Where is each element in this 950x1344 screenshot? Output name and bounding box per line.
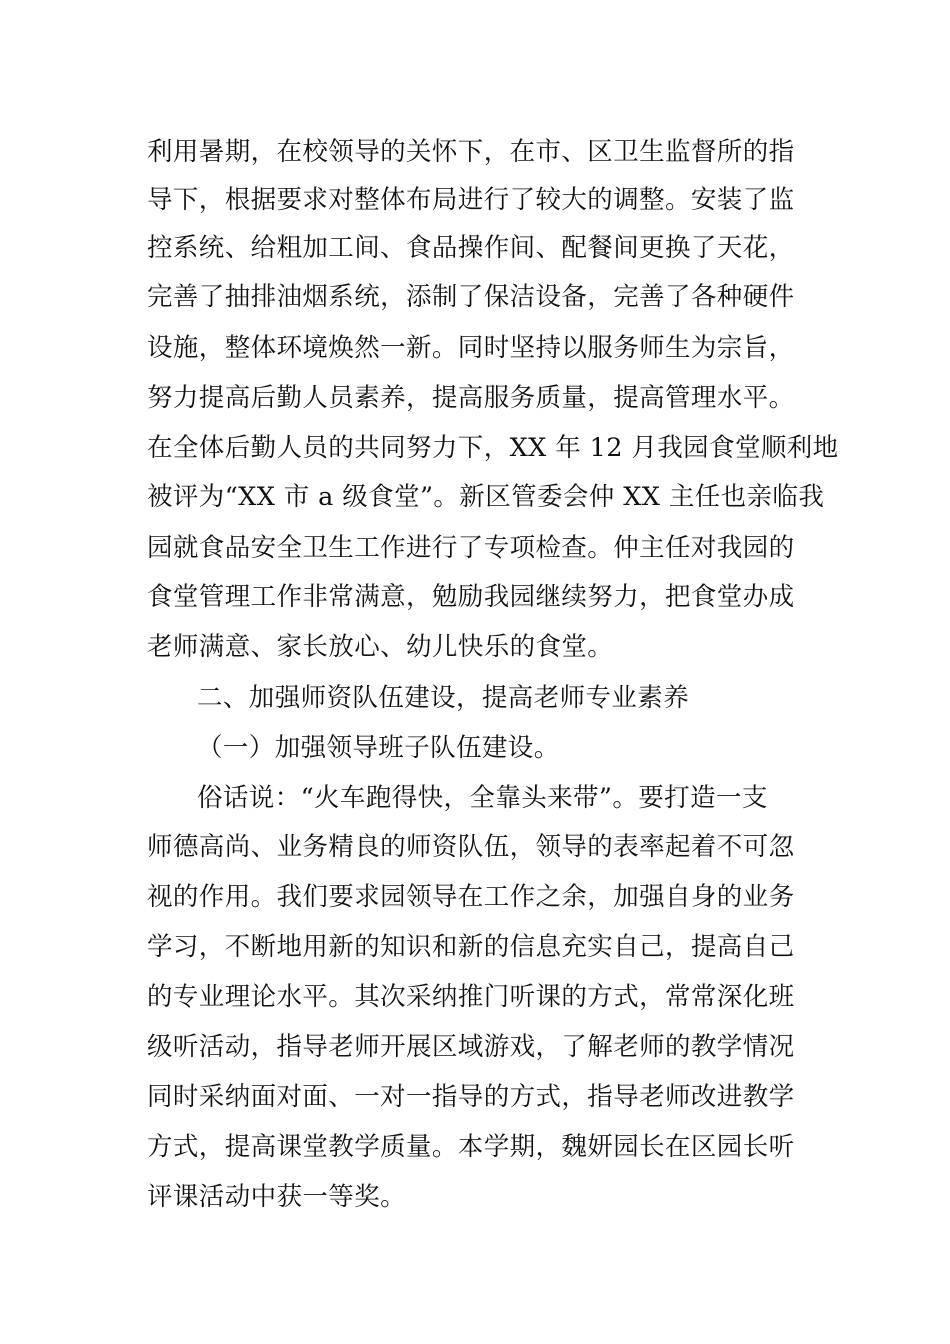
subsection-heading: （一）加强领导班子队伍建设。: [197, 733, 560, 763]
text-line: 努力提高后勤人员素养，提高服务质量，提高管理水平。: [147, 383, 795, 413]
section-heading: 二、加强师资队伍建设，提高老师专业素养: [197, 683, 690, 713]
text-line: 方式，提高课堂教学质量。本学期，魏妍园长在区园长听: [147, 1132, 795, 1162]
text-line: 的专业理论水平。其次采纳推门听课的方式，常常深化班: [147, 982, 795, 1012]
text-line: 控系统、给粗加工间、食品操作间、配餐间更换了天花，: [147, 233, 795, 263]
text-line: 被评为“XX 市 a 级食堂”。新区管委会仲 XX 主任也亲临我: [147, 482, 825, 512]
text-line: 利用暑期，在校领导的关怀下，在市、区卫生监督所的指: [147, 137, 795, 167]
text-line: 园就食品安全卫生工作进行了专项检查。仲主任对我园的: [147, 533, 795, 563]
text-line: 同时采纳面对面、一对一指导的方式，指导老师改进教学: [147, 1082, 795, 1112]
text-line: 俗话说：“火车跑得快，全靠头来带”。要打造一支: [197, 783, 768, 813]
text-line: 级听活动，指导老师开展区域游戏，了解老师的教学情况: [147, 1032, 795, 1062]
text-line: 导下，根据要求对整体布局进行了较大的调整。安装了监: [147, 185, 795, 215]
text-line: 食堂管理工作非常满意，勉励我园继续努力，把食堂办成: [147, 582, 795, 612]
text-line: 学习，不断地用新的知识和新的信息充实自己，提高自己: [147, 932, 795, 962]
text-line: 师德高尚、业务精良的师资队伍，领导的表率起着不可忽: [147, 832, 795, 862]
text-line: 评课活动中获一等奖。: [147, 1182, 407, 1212]
text-line: 设施，整体环境焕然一新。同时坚持以服务师生为宗旨，: [147, 333, 795, 363]
text-line: 完善了抽排油烟系统，添制了保洁设备，完善了各种硬件: [147, 282, 795, 312]
text-line: 在全体后勤人员的共同努力下，XX 年 12 月我园食堂顺利地: [147, 433, 839, 463]
text-line: 老师满意、家长放心、幼儿快乐的食堂。: [147, 632, 614, 662]
text-line: 视的作用。我们要求园领导在工作之余，加强自身的业务: [147, 882, 795, 912]
